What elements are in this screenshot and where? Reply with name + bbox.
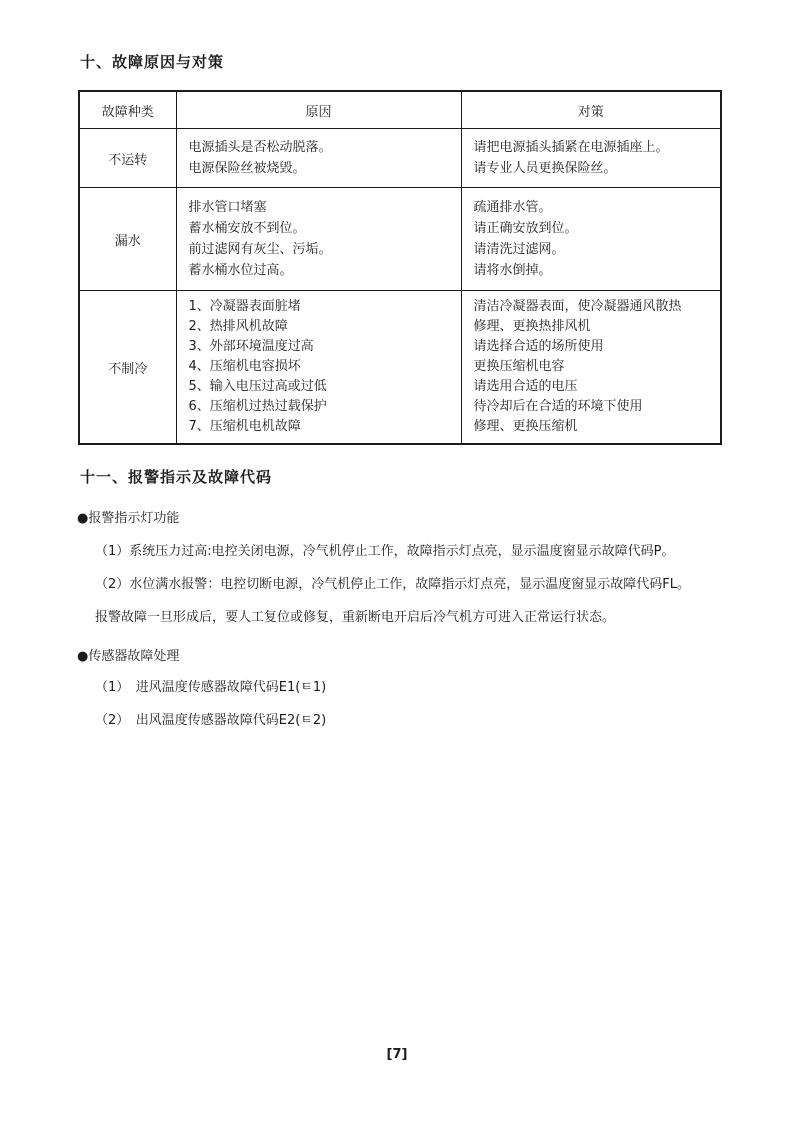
cell-line: 请选用合适的电压 — [473, 379, 578, 394]
fault-table — [78, 90, 722, 445]
cell-line: 请把电源插头插紧在电源插座上。 — [473, 140, 669, 155]
remedy-cell — [461, 188, 721, 291]
sensor-item-1: （1） 进风温度传感器故障代码E1(ㅌ1) — [95, 680, 327, 695]
section10-title: 十、故障原因与对策 — [80, 53, 225, 71]
cell-line: 6、压缩机过热过载保护 — [188, 399, 327, 414]
bullet-icon: ● — [77, 649, 89, 664]
cell-line: 4、压缩机电容损坏 — [188, 359, 301, 374]
cell-line: 7、压缩机电机故障 — [188, 419, 301, 434]
cause-cell — [176, 129, 461, 188]
table-row — [79, 291, 721, 445]
alarm-indicator-heading — [77, 507, 179, 526]
remedy-cell — [461, 129, 721, 188]
cell-line: 电源保险丝被烧毁。 — [188, 161, 306, 176]
cause-cell — [176, 291, 461, 445]
cell-line: 前过滤网有灰尘、污垢。 — [188, 242, 332, 257]
cell-line: 请清洗过滤网。 — [473, 242, 565, 257]
cell-line: 疏通排水管。 — [473, 200, 552, 215]
alarm-item-1: （1）系统压力过高:电控关闭电源，冷气机停止工作，故障指示灯点亮，显示温度窗显示故障代码P。 — [95, 544, 675, 559]
section11-title: 十一、报警指示及故障代码 — [80, 468, 273, 486]
cell-line: 5、输入电压过高或过低 — [188, 379, 327, 394]
cause-cell — [176, 188, 461, 291]
cell-line: 请选择合适的场所使用 — [473, 339, 604, 354]
cell-line: 请将水倒掉。 — [473, 263, 552, 278]
fault-type: 漏水 — [79, 188, 176, 291]
table-row — [79, 188, 721, 291]
bullet-icon: ● — [77, 511, 89, 526]
cell-line: 电源插头是否松动脱落。 — [188, 140, 332, 155]
cell-line: 排水管口堵塞 — [188, 200, 267, 215]
page-number: [7] — [386, 1047, 408, 1062]
cell-line: 修理、更换压缩机 — [473, 419, 578, 434]
table-header-row — [79, 91, 721, 129]
sensor-item-2: （2） 出风温度传感器故障代码E2(ㅌ2) — [95, 713, 327, 728]
cell-line: 待冷却后在合适的环境下使用 — [473, 399, 643, 414]
header-fault-type: 故障种类 — [79, 91, 176, 129]
remedy-cell — [461, 291, 721, 445]
alarm-indicator-heading-label: 报警指示灯功能 — [88, 511, 180, 526]
cell-line: 蓄水桶水位过高。 — [188, 263, 293, 278]
cell-line: 蓄水桶安放不到位。 — [188, 221, 306, 236]
cell-line: 请正确安放到位。 — [473, 221, 578, 236]
cell-line: 3、外部环境温度过高 — [188, 339, 314, 354]
sensor-fault-heading-label: 传感器故障处理 — [88, 649, 180, 664]
cell-line: 更换压缩机电容 — [473, 359, 565, 374]
fault-type: 不运转 — [79, 129, 176, 188]
cell-line: 修理、更换热排风机 — [473, 319, 591, 334]
cell-line: 清洁冷凝器表面，使冷凝器通风散热 — [473, 299, 682, 314]
cell-line: 2、热排风机故障 — [188, 319, 288, 334]
sensor-fault-heading — [77, 645, 179, 664]
cell-line: 1、冷凝器表面脏堵 — [188, 299, 301, 314]
alarm-item-2: （2）水位满水报警：电控切断电源，冷气机停止工作，故障指示灯点亮，显示温度窗显示故障代码FL。 — [95, 577, 690, 592]
table-row — [79, 129, 721, 188]
alarm-note: 报警故障一旦形成后，要人工复位或修复，重新断电开启后冷气机方可进入正常运行状态。 — [95, 610, 616, 625]
header-remedy: 对策 — [461, 91, 721, 129]
cell-line: 请专业人员更换保险丝。 — [473, 161, 617, 176]
header-cause: 原因 — [176, 91, 461, 129]
fault-type: 不制冷 — [79, 291, 176, 445]
